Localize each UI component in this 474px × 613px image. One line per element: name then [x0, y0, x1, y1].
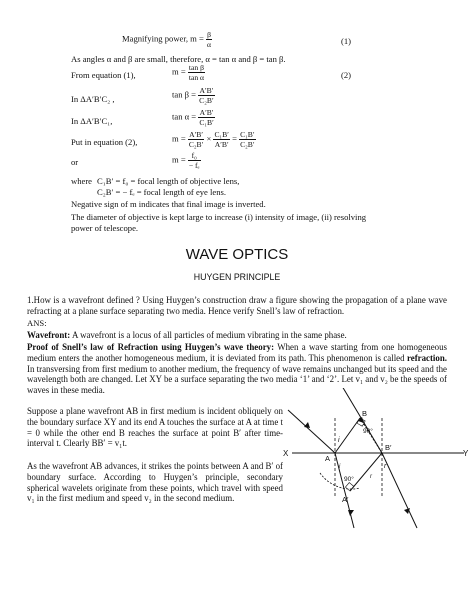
or-fraction: $\frac{\text{f₀}}{\text{− fₑ}}$ [188, 151, 200, 170]
refracted-wavefront [350, 453, 382, 491]
label-90-bottom: 90° [344, 476, 354, 483]
put-fraction-3: $\frac{\text{C₁B′}}{\text{C₂B′}}$ [240, 130, 255, 149]
small-angle-text: As angles α and β are small, therefore, α = tan α and β = tan β. [71, 54, 286, 64]
or-label: or [71, 157, 79, 167]
where-label: where [71, 176, 92, 186]
put-lhs: m = [172, 133, 186, 144]
put-fraction-2: $\frac{\text{C₁B′}}{A'B'}$ [214, 130, 229, 149]
tri2-expr [172, 108, 215, 127]
put-label: Put in equation (2), [71, 137, 138, 147]
refraction-diagram [282, 388, 472, 558]
label-i: i [338, 437, 340, 444]
tan-expr [172, 63, 205, 82]
proof-body-2: In transversing from first medium to another medium, the frequency of wave remains unchanged but its speed and the wavelength both are changed. Let XY be a surface separating the two media ‘1’ and ‘2’. Let v₁ and v₂ be the speeds of waves in these media. [27, 363, 447, 396]
proof-body-1: When a wave starting from one homogeneous medium enters the another homogeneous medium, it is deviated from its path. This phenomenon is called [27, 342, 447, 363]
or-expr [172, 151, 201, 170]
label-bprime: B′ [385, 443, 392, 452]
put-fraction-1: $\frac{A'B'}{\text{C₂B′}}$ [188, 130, 204, 149]
proof-heading: Proof of Snell’s law of Refraction using Huygen’s wave theory: [27, 342, 275, 352]
ans-label: ANS: [27, 318, 47, 328]
label-a: A [325, 454, 331, 463]
wavefront-definition [27, 330, 447, 341]
refracted-ray-1 [335, 453, 354, 528]
label-90-top: 90° [363, 428, 373, 435]
or-lhs: m = [172, 154, 186, 165]
label-r-small: r [370, 474, 372, 480]
wavefront-def: A wavefront is a locus of all particles of medium vibrating in the same phase. [70, 330, 347, 340]
refraction-term: refraction. [406, 352, 447, 363]
diameter-line-2: power of telescope. [71, 223, 139, 233]
times-sign: × [206, 133, 212, 144]
tri1-expr [172, 86, 215, 105]
mag-label: Magnifying power, [122, 33, 189, 44]
put-expr [172, 130, 256, 149]
tri2-lhs: tan α = [172, 111, 197, 122]
tri2-label: In ΔA′B′C₁, [71, 116, 113, 126]
label-y: Y [463, 449, 469, 458]
incident-ray-1 [288, 410, 335, 453]
tri1-fraction: $\frac{A'B'}{\text{C₂B′}}$ [199, 86, 214, 105]
tan-fraction: $\frac{\text{tan β}}{\text{tan α}}$ [188, 63, 204, 82]
tan-lhs: m = [172, 66, 186, 77]
section-subtitle: HUYGEN PRINCIPLE [193, 272, 281, 282]
equals-sign: = [232, 133, 237, 144]
tri1-lhs: tan β = [172, 89, 197, 100]
incident-wavefront [335, 418, 360, 453]
eq1-label: (1) [341, 36, 352, 46]
label-x: X [283, 449, 289, 458]
mag-fraction: $\frac{\beta}{\alpha}$ [207, 30, 211, 49]
label-r: r [384, 463, 387, 470]
where-line-1: C₁B′ = f₀ = focal length of objective lens, [97, 176, 240, 186]
mag-lhs: m = [190, 33, 204, 44]
refracted-ray-2 [382, 453, 417, 528]
suppose-paragraph: Suppose a plane wavefront AB in first medium is incident obliquely on the boundary surface XY and its end A touches the surface at A at time t = 0 while the other end B reaches the surface at point B′ after time-interval t. Clearly BB′ = v₁t. [27, 406, 283, 449]
label-i-small: i [339, 464, 341, 470]
label-aprime: A′ [342, 495, 349, 504]
tri2-fraction: $\frac{A'B'}{\text{C₁B′}}$ [199, 108, 214, 127]
negative-note: Negative sign of m indicates that final image is inverted. [71, 199, 266, 209]
mag-line [122, 30, 212, 49]
tri1-label: In ΔA′B′C₂ , [71, 94, 115, 104]
label-b: B [362, 409, 368, 418]
section-title: WAVE OPTICS [185, 246, 289, 263]
as-wave-paragraph: As the wavefront AB advances, it strikes the points between A and B′ of boundary surface. According to Huygen’s principle, secondary spherical wavelets originate from these points, which travel with speed v₁ in the first medium and speed v₂ in the second medium. [27, 461, 283, 504]
eq2-label: (2) [341, 70, 352, 80]
diameter-line-1: The diameter of objective is kept large to increase (i) intensity of image, (ii) resolving [71, 212, 367, 222]
where-line-2: C₂B′ = − fₑ = focal length of eye lens. [97, 187, 227, 197]
wavefront-term: Wavefront: [27, 330, 71, 340]
from-eq-label: From equation (1), [71, 70, 136, 80]
question-text: 1.How is a wavefront defined ? Using Huygen’s construction draw a figure showing the propagation of a plane wave refracting at a plane surface separating two media. Hence verify Snell’s law of refraction. [27, 295, 447, 316]
right-angle-aprime [345, 483, 353, 491]
